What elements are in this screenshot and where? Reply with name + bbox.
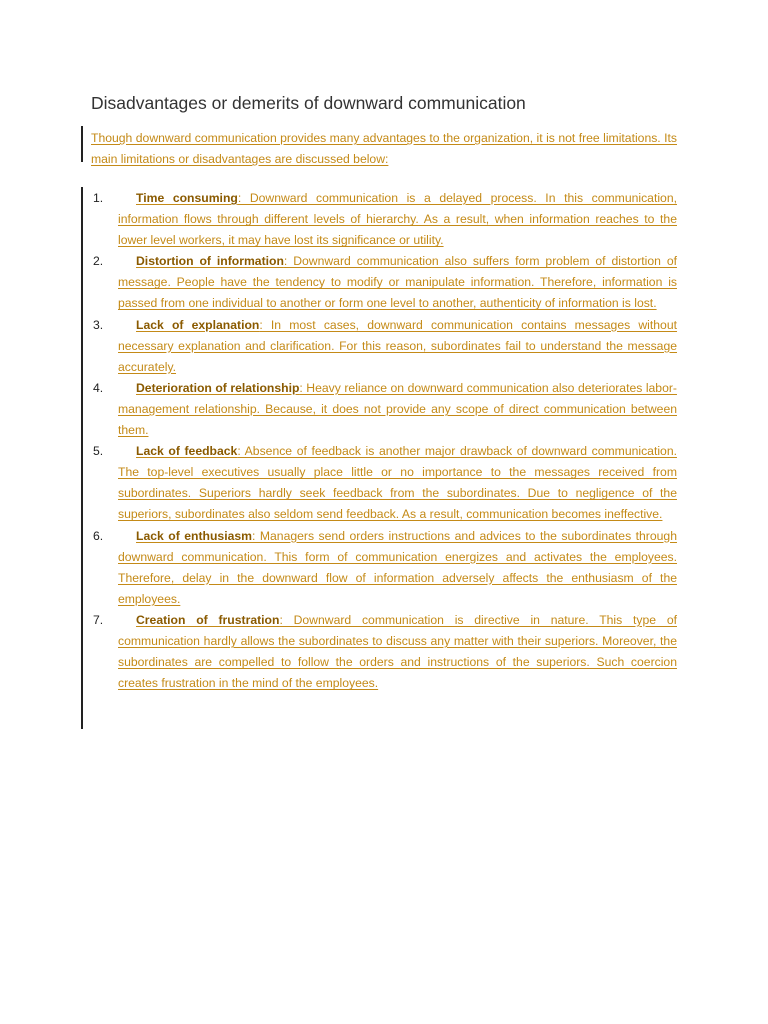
item-number: 1. bbox=[93, 191, 104, 205]
item-text: : Absence of feedback is another major drawback of downward communication. The top-level executives usually place little or no importance to the messages received from subordinates. Superiors hardly seek feedback from the subordinates. Due to negligence of the superiors, subordinates also seldom send feedback. As a result, communication becomes ineffective. bbox=[118, 444, 677, 522]
item-number: 5. bbox=[93, 444, 104, 459]
list-item bbox=[93, 188, 677, 251]
item-term: Lack of enthusiasm bbox=[136, 528, 252, 543]
list-item bbox=[93, 378, 677, 441]
item-term: Deterioration of relationship bbox=[136, 380, 300, 395]
item-body bbox=[118, 378, 677, 441]
item-text: : Heavy reliance on downward communication also deteriorates labor-management relationship. Because, it does not provide any scope of direct communication between them. bbox=[118, 380, 677, 438]
list-item bbox=[93, 526, 677, 610]
item-text: : Downward communication also suffers form problem of distortion of message. People have the tendency to modify or manipulate information. Therefore, information is passed from one individual to another or form one level to another, authenticity of information is lost. bbox=[118, 254, 677, 311]
item-body bbox=[118, 188, 677, 251]
item-number: 7. bbox=[93, 612, 104, 627]
list-item bbox=[93, 315, 677, 378]
item-term: Lack of explanation bbox=[136, 317, 260, 332]
item-number: 2. bbox=[93, 254, 104, 269]
list-item bbox=[93, 441, 677, 525]
item-body bbox=[118, 315, 677, 378]
item-term: Creation of frustration bbox=[136, 612, 280, 627]
item-number: 3. bbox=[93, 317, 104, 332]
item-text: : In most cases, downward communication contains messages without necessary explanation and clarification. For this reason, subordinates fail to understand the message accurately. bbox=[118, 317, 678, 374]
item-term: Lack of feedback bbox=[136, 444, 238, 459]
page-title: Disadvantages or demerits of downward communication bbox=[91, 93, 526, 113]
item-body bbox=[118, 441, 677, 525]
item-text: : Downward communication is directive in nature. This type of communication hardly allows the subordinates to discuss any matter with their superiors. Moreover, the subordinates are compelled to follow the orders and instructions of the superiors. Such coercion creates frustration in the mind of the employees. bbox=[118, 612, 677, 691]
change-bar-intro bbox=[81, 126, 83, 162]
item-body bbox=[118, 526, 677, 610]
item-term: Distortion of information bbox=[136, 254, 284, 269]
intro-paragraph: Though downward communication provides many advantages to the organization, it is not free limitations. Its main limitations or disadvantages are discussed below: bbox=[91, 131, 677, 166]
item-body bbox=[118, 251, 677, 314]
list-item bbox=[93, 610, 677, 694]
item-number: 4. bbox=[93, 380, 104, 395]
list-item bbox=[93, 251, 677, 314]
item-body bbox=[118, 610, 677, 694]
disadvantages-list bbox=[93, 188, 677, 694]
item-number: 6. bbox=[93, 528, 104, 543]
change-bar-list bbox=[81, 187, 83, 729]
item-text: : Managers send orders instructions and advices to the subordinates through downward communication. This form of communication energizes and activates the employees. Therefore, delay in the downward flow of information adversely affects the enthusiasm of the employees. bbox=[118, 528, 677, 606]
item-term: Time consuming bbox=[136, 191, 238, 205]
item-text: : Downward communication is a delayed process. In this communication, information flows through different levels of hierarchy. As a result, when information reaches to the lower level workers, it may have lost its significance or utility. bbox=[118, 191, 677, 248]
